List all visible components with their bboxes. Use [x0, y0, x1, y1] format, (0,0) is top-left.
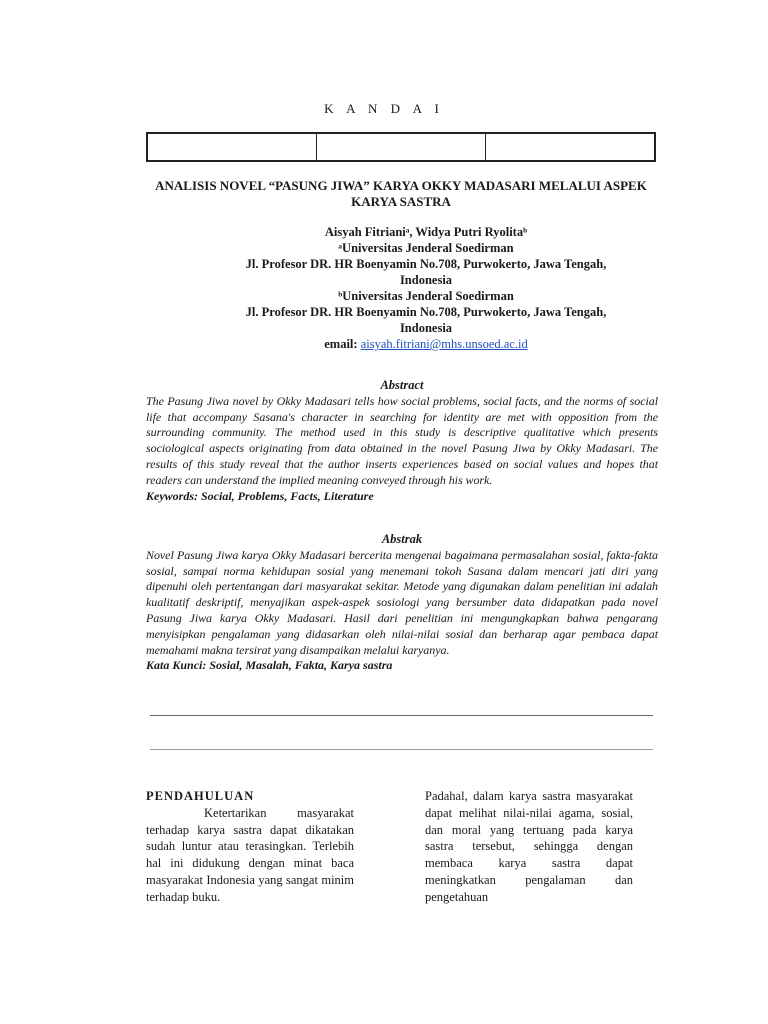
section-heading-pendahuluan: PENDAHULUAN: [146, 789, 255, 803]
intro-column-right: [425, 788, 633, 906]
abstract-heading: Abstract: [380, 378, 424, 392]
intro-paragraph-1: Ketertarikan masyarakat terhadap karya sastra dapat dikatakan sudah luntur atau terasingkan. Terlebih hal ini didukung dengan minat baca masyarakat Indonesia yang sangat minim terhadap buku.: [146, 805, 354, 904]
email-label: email:: [324, 337, 358, 351]
address-a-line2: Indonesia: [399, 273, 453, 287]
author-names: Aisyah Fitrianiᵃ, Widya Putri Ryolitaᵇ: [324, 225, 528, 239]
address-a-line1: Jl. Profesor DR. HR Boenyamin No.708, Purwokerto, Jawa Tengah,: [245, 257, 607, 271]
abstract-english: [146, 378, 658, 504]
email-link[interactable]: aisyah.fitriani@mhs.unsoed.ac.id: [360, 337, 528, 351]
abstrak-heading: Abstrak: [381, 532, 423, 546]
journal-info-table: [146, 132, 656, 162]
abstrak-body: Novel Pasung Jiwa karya Okky Madasari bercerita mengenai bagaimana permasalahan sosial, fakta-fakta sosial, sampai norma kehidupan sosial yang menemani tokoh Sasana dalam mencari jati diri yang dipenuhi oleh pertentangan dari masyarakat sekitar. Metode yang digunakan dalam penelitian ini adalah kualitatif deskriptif, menyajikan aspek-aspek sosiologi yang bersumber data didapatkan pada novel Pasung Jiwa karya Okky Madasari. Hasil dari penelitian ini mengungkapkan bahwa pengarang menyisipkan pengalaman yang didasarkan oleh nilai-nilai sosial dan berharap agar pembaca dapat memahami makna tersirat yang disampaikan melalui karyanya.: [146, 547, 658, 657]
journal-info-cell-1: [148, 134, 317, 160]
affiliation-a: ᵃUniversitas Jenderal Soedirman: [338, 241, 514, 255]
journal-info-cell-2: [317, 134, 486, 160]
abstract-indonesian: [146, 532, 658, 674]
author-block: [146, 224, 706, 352]
journal-info-cell-3: [486, 134, 654, 160]
email-line: [146, 336, 706, 352]
address-b-line2: Indonesia: [399, 321, 453, 335]
divider-line-2: [150, 749, 653, 750]
intro-paragraph-2: Padahal, dalam karya sastra masyarakat dapat melihat nilai-nilai agama, sosial, dan moral yang tertuang pada karya sastra tersebut, sehingga dengan membaca karya sastra dapat meningkatkan pengalaman dan pengetahuan: [425, 789, 633, 904]
intro-column-left: [146, 788, 354, 906]
affiliation-b: ᵇUniversitas Jenderal Soedirman: [338, 289, 514, 303]
kata-kunci: Kata Kunci: Sosial, Masalah, Fakta, Karya sastra: [146, 658, 393, 673]
journal-name: K A N D A I: [324, 101, 444, 116]
address-b-line1: Jl. Profesor DR. HR Boenyamin No.708, Purwokerto, Jawa Tengah,: [245, 305, 607, 319]
article-title: ANALISIS NOVEL “PASUNG JIWA” KARYA OKKY MADASARI MELALUI ASPEK KARYA SASTRA: [155, 178, 647, 209]
abstract-body: The Pasung Jiwa novel by Okky Madasari tells how social problems, social facts, and the norms of social life that accompany Sasana's character in searching for identity are met with opposition from the surrounding community. The method used in this study is descriptive qualitative which presents sociological aspects originating from data obtained in the novel Pasung Jiwa by Okky Madasari. The results of this study reveal that the author inserts experiences based on social values and hopes that readers can understand the implied meaning conveyed through his work.: [146, 393, 658, 487]
divider-line-1: [150, 715, 653, 716]
keywords: Keywords: Social, Problems, Facts, Literature: [146, 488, 374, 503]
